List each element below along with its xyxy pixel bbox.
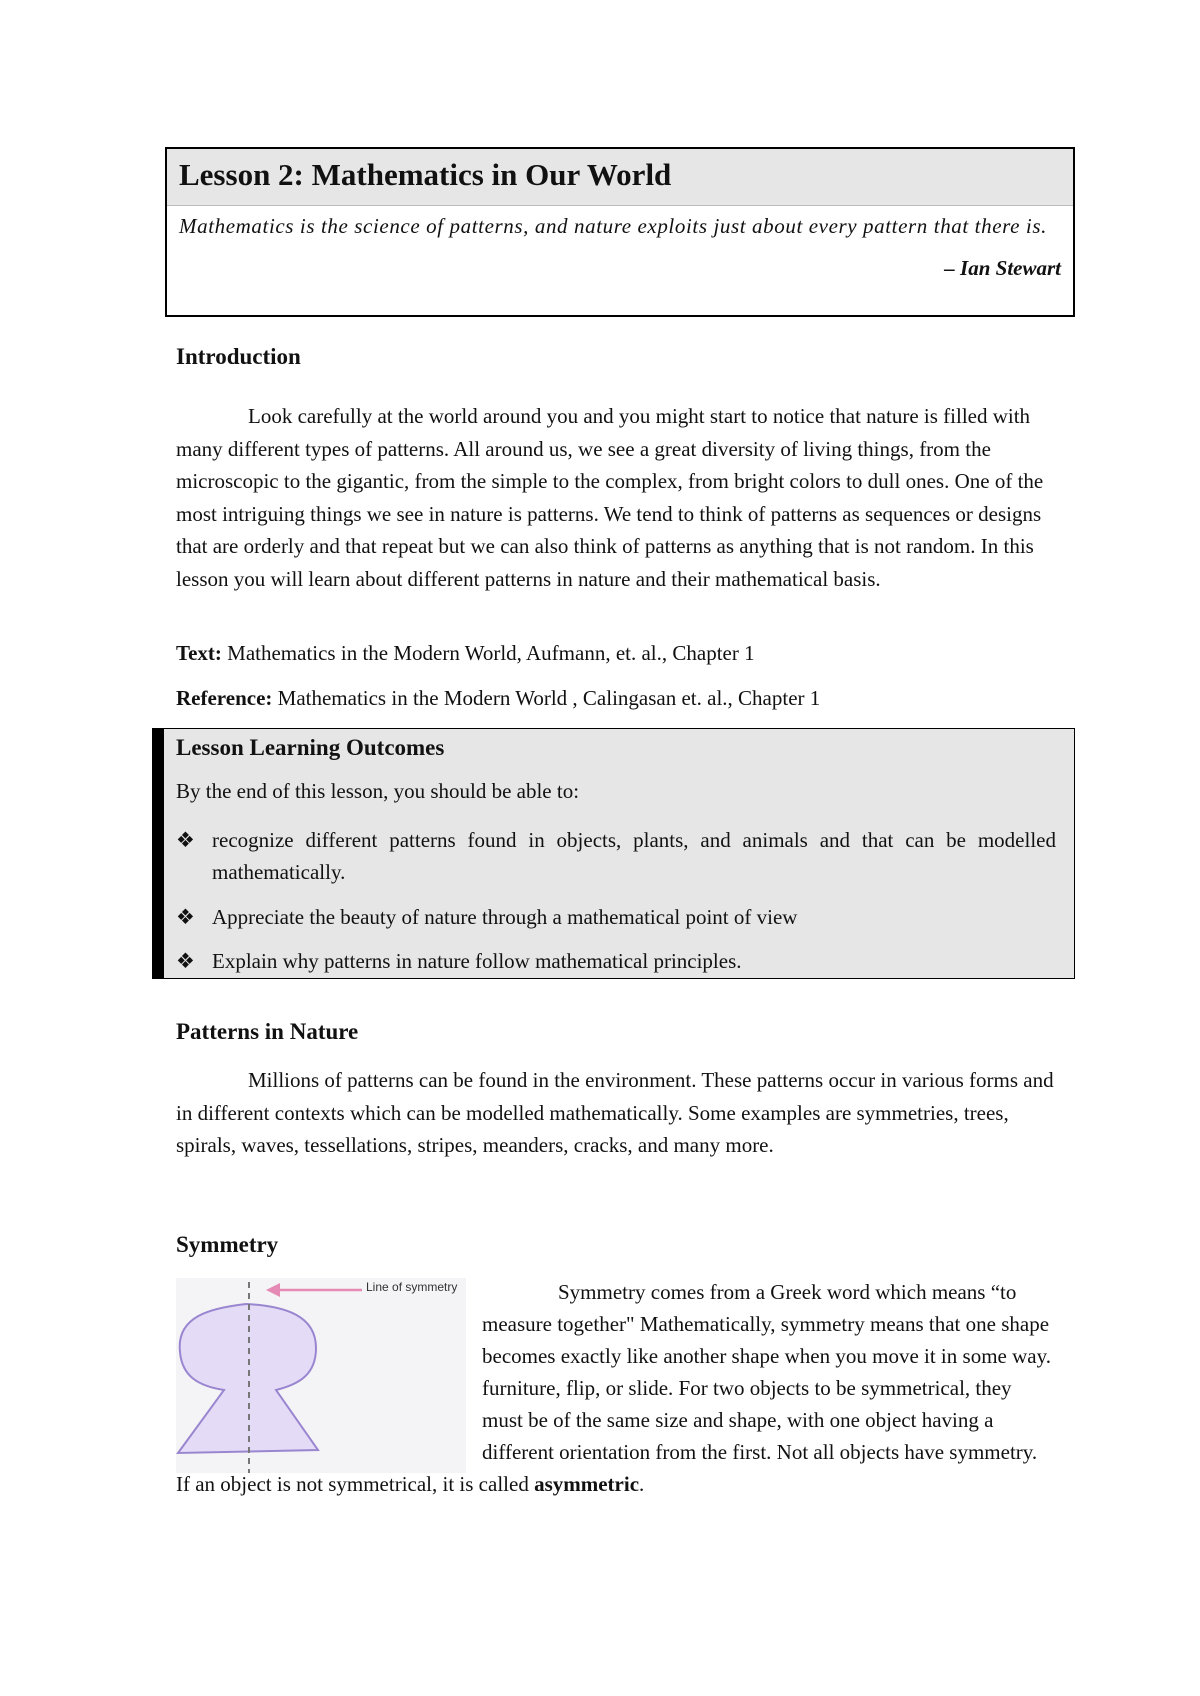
- outcome-text: Explain why patterns in nature follow mathematical principles.: [212, 949, 742, 973]
- outcome-text: recognize different patterns found in objects, plants, and animals and that can be modelled mathematically.: [212, 828, 1056, 884]
- symmetry-heading: Symmetry: [176, 1232, 279, 1257]
- symmetry-paragraph: [176, 1276, 1056, 1500]
- patterns-paragraph: [176, 1064, 1062, 1162]
- outcome-item: [176, 901, 1056, 933]
- reference-line: [176, 686, 820, 711]
- symmetry-end: .: [639, 1472, 645, 1496]
- introduction-text: Look carefully at the world around you and you might start to notice that nature is filled with many different types of patterns. All around us, we see a great diversity of living things, from the microscopic to the gigantic, from the simple to the complex, from bright colors to dull ones. One of the most intriguing things we see in nature is patterns. We tend to think of patterns as sequences or designs that are orderly and that repeat but we can also think of patterns as anything that is not random. In this lesson you will learn about different patterns in nature and their mathematical basis.: [176, 404, 1044, 591]
- asymmetric-term: asymmetric: [534, 1472, 640, 1496]
- diamond-bullet-icon: ❖: [176, 949, 195, 973]
- reference-label: Reference:: [176, 686, 273, 710]
- text-value: Mathematics in the Modern World, Aufmann, et. al., Chapter 1: [221, 641, 755, 665]
- patterns-heading: Patterns in Nature: [176, 1019, 359, 1044]
- outcome-text: Appreciate the beauty of nature through a mathematical point of view: [212, 905, 798, 929]
- introduction-heading: Introduction: [176, 344, 301, 369]
- outcomes-intro: By the end of this lesson, you should be able to:: [176, 779, 580, 803]
- symmetry-text: Symmetry comes from a Greek word which means “to measure together" Mathematically, symmetry means that one shape becomes exactly like another shape when you move it in some way. furniture, flip, or slide. For two objects to be symmetrical, they must be of the same size and shape, with one object having a different orientation from the first. Not all objects have symmetry. If an object is not symmetrical, it is called: [176, 1280, 1051, 1496]
- epigraph-author: – Ian Stewart: [944, 256, 1061, 280]
- outcome-item: [176, 945, 1056, 977]
- outcomes-title: Lesson Learning Outcomes: [176, 735, 445, 760]
- lesson-title-box: [165, 147, 1075, 317]
- text-label: Text:: [176, 641, 222, 665]
- outcome-item: [176, 824, 1056, 888]
- line-of-symmetry-label: Line of symmetry: [366, 1280, 458, 1294]
- learning-outcomes-box: [152, 728, 1075, 979]
- diamond-bullet-icon: ❖: [176, 905, 195, 929]
- diamond-bullet-icon: ❖: [176, 828, 195, 852]
- epigraph-quote: Mathematics is the science of patterns, and nature exploits just about every pattern that there is.: [179, 214, 1047, 238]
- lesson-title: Lesson 2: Mathematics in Our World: [167, 149, 1073, 206]
- introduction-paragraph: [176, 400, 1062, 595]
- text-reference-line: [176, 641, 755, 666]
- patterns-text: Millions of patterns can be found in the environment. These patterns occur in various forms and in different contexts which can be modelled mathematically. Some examples are symmetries, trees, spirals, waves, tessellations, stripes, meanders, cracks, and many more.: [176, 1068, 1054, 1157]
- reference-value: Mathematics in the Modern World , Calingasan et. al., Chapter 1: [272, 686, 821, 710]
